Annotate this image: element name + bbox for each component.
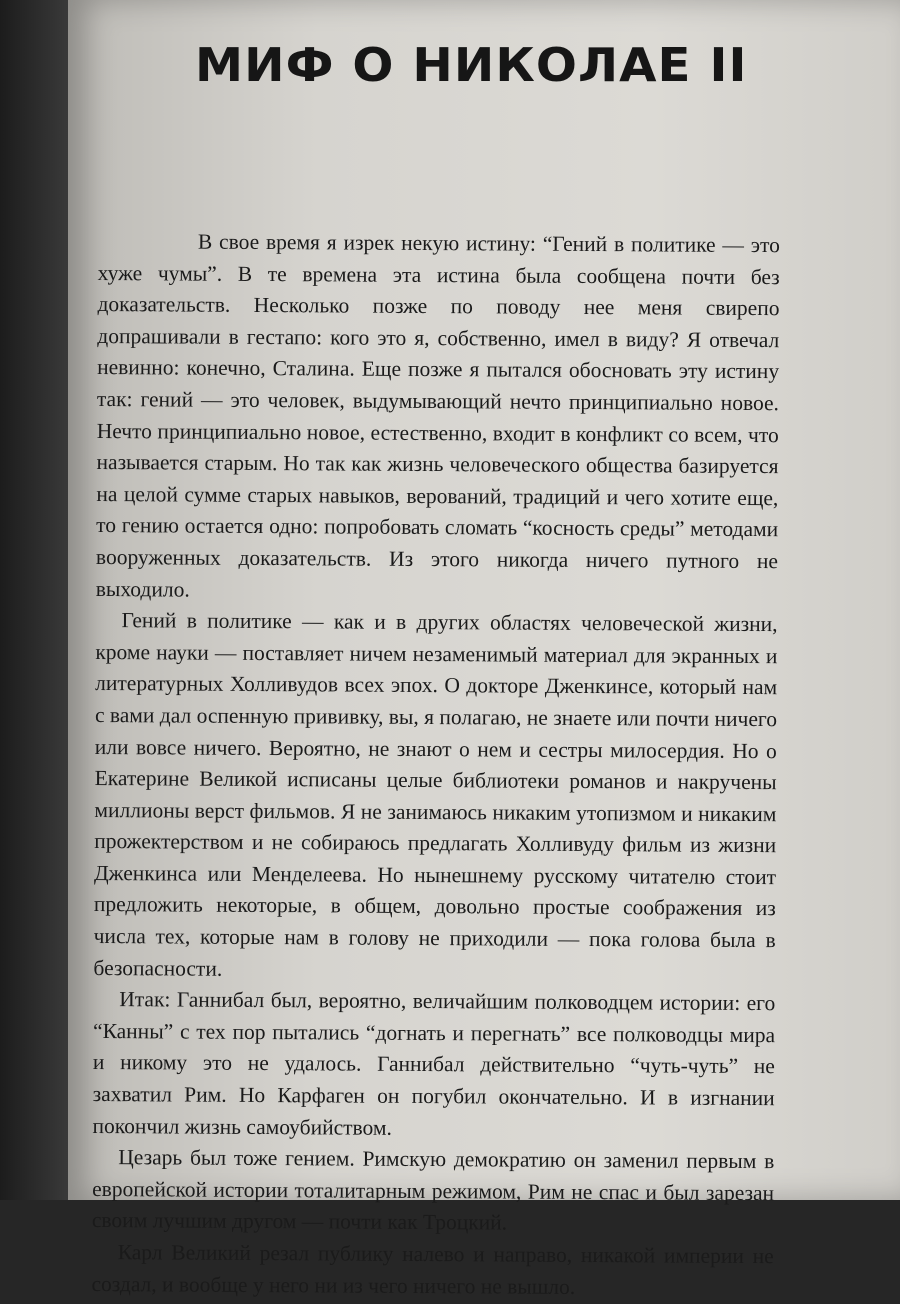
paragraph: Карл Великий резал публику налево и направо, никакой империи не создал, и вообще у него ни из чего ничего не вышло.	[91, 1240, 774, 1299]
paragraph: В свое время я изрек некую истину: “Гений в политике — это хуже чумы”. В те времена эта истина была сообщена почти без доказательств. Несколько позже по поводу нее меня свирепо допрашивали в гестапо: кого это я, собственно, имел в виду? Я отвечал невинно: конечно, Сталина. Еще позже я пытался обосновать эту истину так: гений — это человек, выдумывающий нечто принципиально новое. Нечто принципиально новое, естественно, входит в конфликт со всем, что называется старым. Но так как жизнь человеческого общества базируется на целой сумме старых навыков, верований, традиций и чего хотите еще, то гению остается одно: попробовать сломать “косность среды” методами вооруженных доказательств. Из этого никогда ничего путного не выходило.	[95, 229, 780, 602]
paragraph: Гений в политике — как и в других областях человеческой жизни, кроме науки — поставляет ничем незаменимый материал для экранных и литературных Холливудов всех эпох. О докторе Дженкинсе, который нам с вами дал оспенную прививку, вы, я полагаю, не знаете или почти ничего или вовсе ничего. Вероятно, не знают о нем и сестры милосердия. Но о Екатерине Великой исписаны целые библиотеки романов и накручены миллионы верст фильмов. Я не занимаюсь никаким утопизмом и никаким прожектерством и не собираюсь предлагать Холливуду фильм из жизни Дженкинса или Менделеева. Но нынешнему русскому читателю стоит предложить некоторые, в общем, довольно простые соображения из числа тех, которые нам в голову не приходили — пока голова была в безопасности.	[93, 608, 778, 981]
paragraph: Цезарь был тоже гением. Римскую демократию он заменил первым в европейской истории тоталитарным режимом, Рим не спас и был зарезан своим лучшим другом — почти как Троцкий.	[91, 1145, 775, 1235]
background-desk	[0, 0, 70, 1200]
body-text	[91, 226, 780, 1304]
page-title: МИФ О НИКОЛАЕ II	[195, 38, 748, 92]
paragraph: Итак: Ганнибал был, вероятно, величайшим полководцем истории: его “Канны” с тех пор пытались “догнать и перегнать” все полководцы мира и никому это не удалось. Ганнибал действительно “чуть-чуть” не захватил Рим. Но Карфаген он погубил окончательно. И в изгнании покончил жизнь самоубийством.	[92, 987, 776, 1140]
